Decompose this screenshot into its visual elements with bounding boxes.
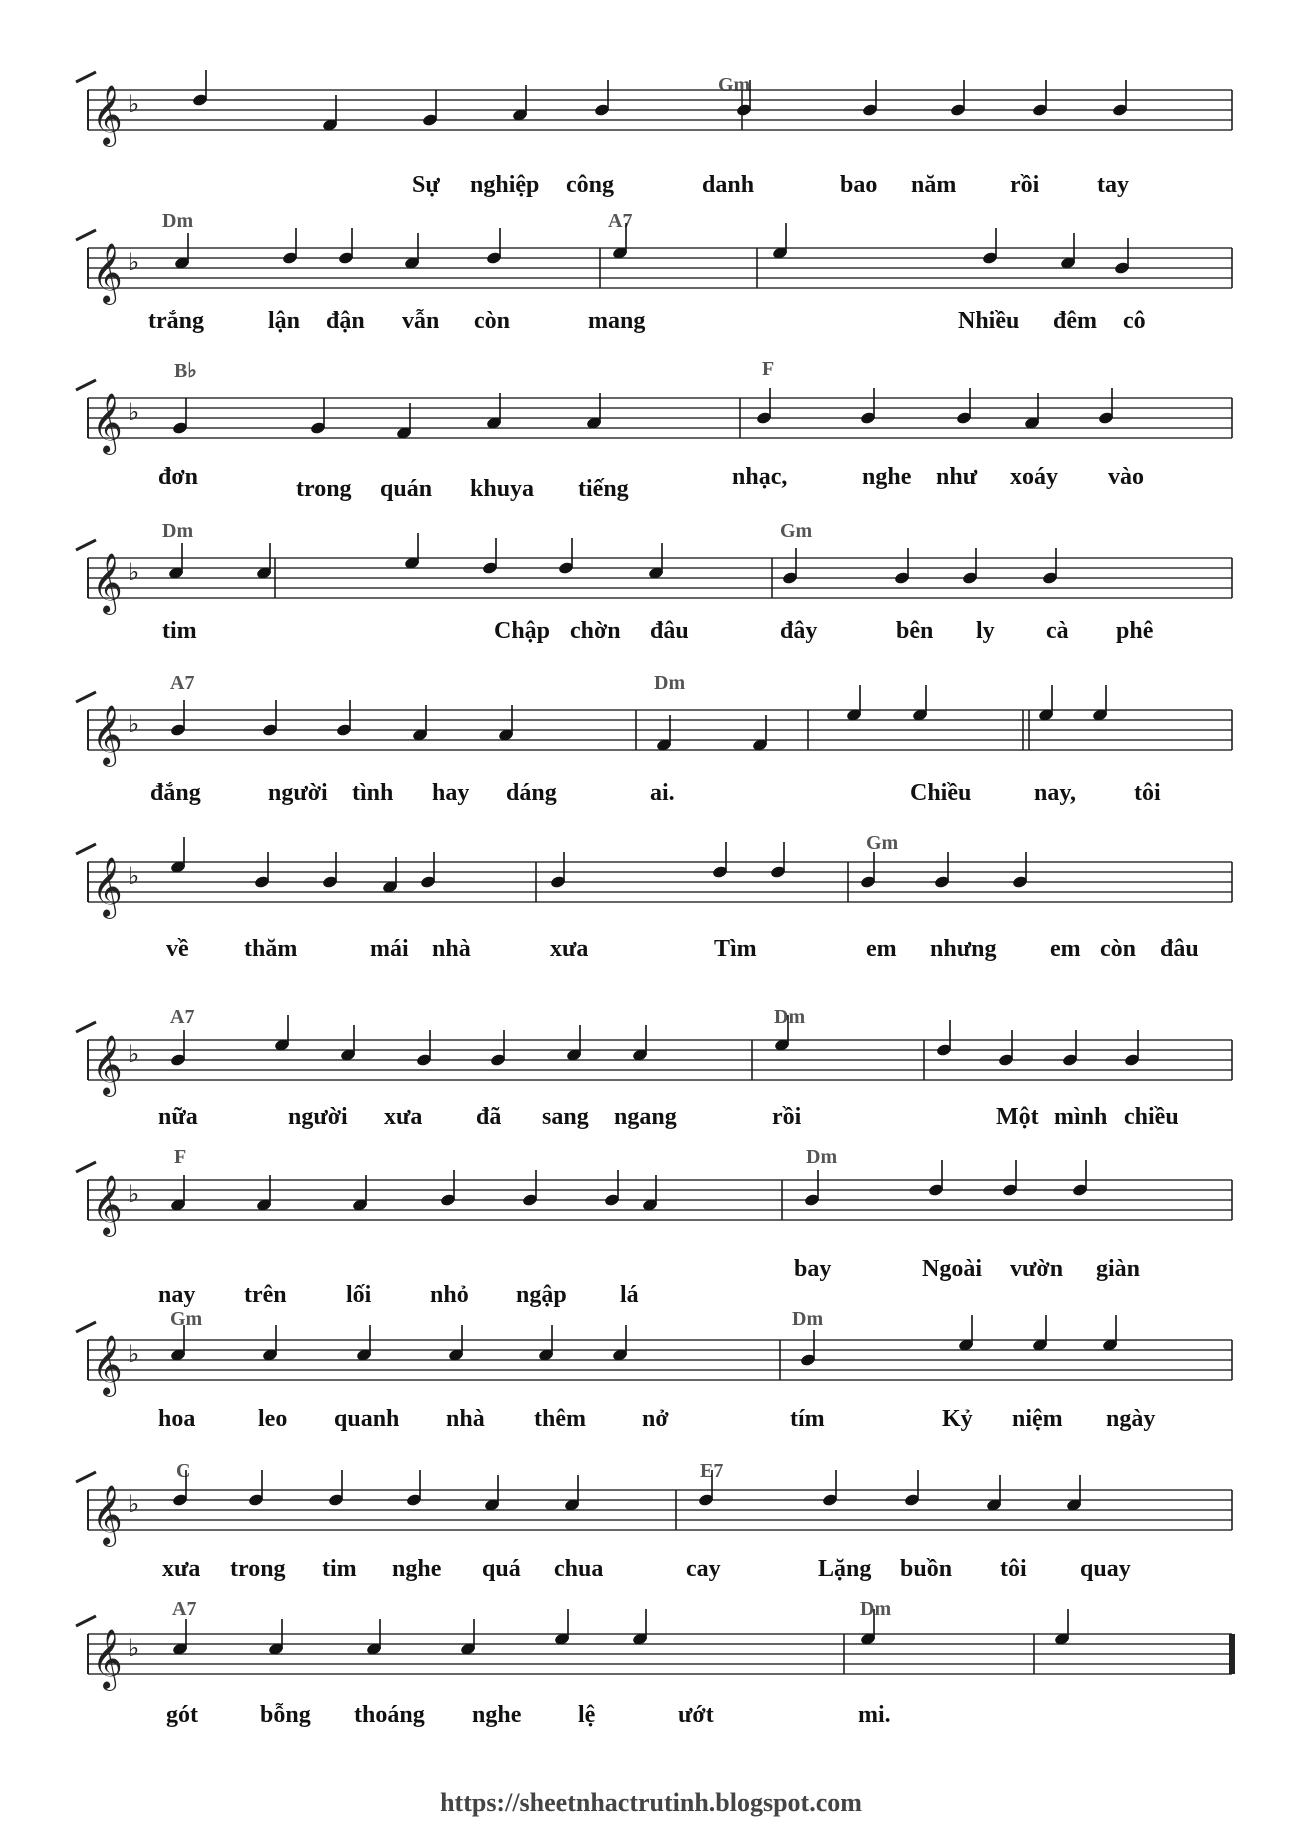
treble-clef-icon: 𝄞: [92, 85, 123, 145]
lyric-syllable: nghe: [472, 1702, 522, 1728]
lyric-syllable: rồi: [772, 1104, 802, 1130]
lyric-syllable: Một: [996, 1104, 1039, 1130]
treble-clef-icon: 𝄞: [92, 243, 123, 303]
treble-clef-icon: 𝄞: [92, 857, 123, 917]
lyric-syllable: tim: [322, 1556, 357, 1582]
treble-clef-icon: 𝄞: [92, 1629, 123, 1689]
lyric-syllable: tiếng: [578, 476, 629, 502]
chord-symbol: Gm: [718, 74, 751, 96]
lyric-syllable: về: [166, 936, 189, 962]
lyric-syllable: nay,: [1034, 780, 1077, 806]
lyric-syllable: chờn: [570, 618, 621, 644]
lyric-syllable: tình: [352, 780, 394, 806]
flat-key-signature-icon: ♭: [128, 398, 140, 426]
lyric-syllable: tôi: [1134, 780, 1161, 806]
lyric-syllable: đâu: [1160, 936, 1199, 962]
lyric-syllable: nhạc,: [732, 464, 788, 490]
lyric-syllable: Nhiều: [958, 308, 1020, 334]
flat-key-signature-icon: ♭: [128, 1634, 140, 1662]
lyric-syllable: niệm: [1012, 1406, 1063, 1432]
music-system-5: [0, 666, 1302, 836]
lyric-syllable: Lặng: [818, 1556, 872, 1582]
system-bracket: [76, 1162, 96, 1172]
lyric-syllable: quay: [1080, 1556, 1131, 1582]
lyric-syllable: trắng: [148, 308, 204, 334]
lyric-syllable: nay: [158, 1282, 196, 1308]
chord-symbol: Dm: [162, 520, 194, 542]
lyric-syllable: nghe: [862, 464, 912, 490]
chord-symbol: Gm: [780, 520, 813, 542]
lyric-syllable: vườn: [1010, 1256, 1064, 1282]
lyric-syllable: gót: [166, 1702, 198, 1728]
treble-clef-icon: 𝄞: [92, 1485, 123, 1545]
lyric-syllable: em: [1050, 936, 1081, 962]
lyric-syllable: đơn: [158, 464, 198, 490]
lyric-syllable: Tìm: [714, 936, 757, 962]
lyric-syllable: đận: [326, 308, 365, 334]
lyric-syllable: mang: [588, 308, 646, 334]
lyric-syllable: cô: [1123, 308, 1146, 334]
chord-symbol: E7: [700, 1460, 724, 1482]
treble-clef-icon: 𝄞: [92, 705, 123, 765]
lyric-syllable: dáng: [506, 780, 557, 806]
chord-symbol: Dm: [162, 210, 194, 232]
lyric-syllable: xưa: [162, 1556, 201, 1582]
treble-clef-icon: 𝄞: [92, 553, 123, 613]
system-bracket: [76, 1616, 96, 1626]
lyric-syllable: tim: [162, 618, 197, 644]
system-bracket: [76, 692, 96, 702]
staff-svg: [0, 1136, 1302, 1306]
chord-symbol: Dm: [860, 1598, 892, 1620]
flat-key-signature-icon: ♭: [128, 90, 140, 118]
lyric-syllable: nở: [642, 1406, 669, 1432]
lyric-syllable: Kỷ: [942, 1406, 973, 1432]
lyric-syllable: ướt: [678, 1702, 714, 1728]
flat-key-signature-icon: ♭: [128, 558, 140, 586]
staff-svg: [0, 666, 1302, 836]
chord-symbol: A7: [172, 1598, 197, 1620]
lyric-syllable: ngày: [1106, 1406, 1156, 1432]
system-bracket: [76, 230, 96, 240]
lyric-syllable: vẫn: [402, 308, 440, 334]
lyric-syllable: trên: [244, 1282, 287, 1308]
treble-clef-icon: 𝄞: [92, 1335, 123, 1395]
system-bracket: [76, 1322, 96, 1332]
lyric-syllable: nhỏ: [430, 1282, 469, 1308]
lyric-syllable: tôi: [1000, 1556, 1027, 1582]
lyric-syllable: tay: [1097, 172, 1129, 198]
lyric-syllable: nữa: [158, 1104, 198, 1130]
system-bracket: [76, 1022, 96, 1032]
lyric-syllable: chua: [554, 1556, 604, 1582]
chord-symbol: Dm: [806, 1146, 838, 1168]
treble-clef-icon: 𝄞: [92, 1175, 123, 1235]
treble-clef-icon: 𝄞: [92, 393, 123, 453]
lyric-syllable: Ngoài: [922, 1256, 982, 1282]
system-bracket: [76, 540, 96, 550]
lyric-syllable: công: [566, 172, 614, 198]
lyric-syllable: năm: [911, 172, 957, 198]
lyric-syllable: lận: [268, 308, 301, 334]
music-system-9: [0, 1296, 1302, 1466]
lyric-syllable: bao: [840, 172, 878, 198]
lyric-syllable: thoáng: [354, 1702, 425, 1728]
lyric-syllable: em: [866, 936, 897, 962]
lyric-syllable: vào: [1108, 464, 1144, 490]
flat-key-signature-icon: ♭: [128, 1490, 140, 1518]
lyric-syllable: ngập: [516, 1282, 567, 1308]
chord-symbol: Dm: [654, 672, 686, 694]
lyric-syllable: ly: [976, 618, 995, 644]
lyric-syllable: ngang: [614, 1104, 677, 1130]
lyric-syllable: trong: [230, 1556, 286, 1582]
flat-key-signature-icon: ♭: [128, 1340, 140, 1368]
lyric-syllable: khuya: [470, 476, 535, 502]
lyric-syllable: quanh: [334, 1406, 400, 1432]
lyric-syllable: danh: [702, 172, 755, 198]
lyric-syllable: giàn: [1096, 1256, 1141, 1282]
lyric-syllable: người: [268, 780, 328, 806]
lyric-syllable: quán: [380, 476, 433, 502]
lyric-syllable: đã: [476, 1104, 502, 1130]
lyric-syllable: hoa: [158, 1406, 196, 1432]
flat-key-signature-icon: ♭: [128, 248, 140, 276]
chord-symbol: Gm: [170, 1308, 203, 1330]
lyric-syllable: lá: [620, 1282, 639, 1308]
lyric-syllable: mình: [1054, 1104, 1108, 1130]
lyric-syllable: tím: [790, 1406, 825, 1432]
music-system-11: [0, 1586, 1302, 1756]
lyric-syllable: nghiệp: [470, 172, 540, 198]
staff-svg: [0, 1586, 1302, 1756]
lyric-syllable: ai.: [650, 780, 675, 806]
music-system-3: [0, 352, 1302, 522]
chord-symbol: Dm: [774, 1006, 806, 1028]
chord-symbol: A7: [170, 672, 195, 694]
lyric-syllable: đây: [780, 618, 818, 644]
chord-symbol: C: [176, 1460, 191, 1482]
lyric-syllable: buồn: [900, 1556, 953, 1582]
lyric-syllable: hay: [432, 780, 470, 806]
flat-key-signature-icon: ♭: [128, 862, 140, 890]
staff-svg: [0, 818, 1302, 988]
lyric-syllable: nghe: [392, 1556, 442, 1582]
chord-symbol: Dm: [792, 1308, 824, 1330]
lyric-syllable: phê: [1116, 618, 1154, 644]
staff-svg: [0, 514, 1302, 684]
lyric-syllable: cà: [1046, 618, 1069, 644]
lyric-syllable: Chập: [494, 618, 551, 644]
flat-key-signature-icon: ♭: [128, 710, 140, 738]
flat-key-signature-icon: ♭: [128, 1040, 140, 1068]
lyric-syllable: cay: [686, 1556, 721, 1582]
system-bracket: [76, 380, 96, 390]
lyric-syllable: nhà: [432, 936, 471, 962]
flat-key-signature-icon: ♭: [128, 1180, 140, 1208]
lyric-syllable: xưa: [550, 936, 589, 962]
lyric-syllable: chiều: [1124, 1104, 1179, 1130]
lyric-syllable: rồi: [1010, 172, 1040, 198]
system-bracket: [76, 72, 96, 82]
lyric-syllable: bay: [794, 1256, 832, 1282]
lyric-syllable: lối: [346, 1282, 372, 1308]
chord-symbol: A7: [170, 1006, 195, 1028]
footer-url: https://sheetnhactrutinh.blogspot.com: [440, 1788, 862, 1817]
staff-svg: [0, 1296, 1302, 1466]
lyric-syllable: đắng: [150, 780, 201, 806]
lyric-syllable: leo: [258, 1406, 288, 1432]
staff-svg: [0, 352, 1302, 522]
treble-clef-icon: 𝄞: [92, 1035, 123, 1095]
chord-symbol: F: [174, 1146, 187, 1168]
lyric-syllable: lệ: [578, 1702, 596, 1728]
lyric-syllable: nhà: [446, 1406, 485, 1432]
lyric-syllable: còn: [474, 308, 510, 334]
lyric-syllable: đêm: [1053, 308, 1097, 334]
lyric-syllable: sang: [542, 1104, 589, 1130]
lyric-syllable: xưa: [384, 1104, 423, 1130]
chord-symbol: Gm: [866, 832, 899, 854]
chord-symbol: F: [762, 358, 775, 380]
music-system-8: [0, 1136, 1302, 1306]
chord-symbol: A7: [608, 210, 633, 232]
lyric-syllable: bên: [896, 618, 934, 644]
staff-svg: [0, 200, 1302, 370]
lyric-syllable: như: [936, 464, 978, 490]
music-system-2: [0, 200, 1302, 370]
lyric-syllable: người: [288, 1104, 348, 1130]
lyric-syllable: trong: [296, 476, 352, 502]
lyric-syllable: thăm: [244, 936, 298, 962]
lyric-syllable: đâu: [650, 618, 689, 644]
chord-symbol: B♭: [174, 360, 197, 382]
lyric-syllable: còn: [1100, 936, 1136, 962]
lyric-syllable: mi.: [858, 1702, 891, 1728]
music-system-4: [0, 514, 1302, 684]
lyric-syllable: quá: [482, 1556, 521, 1582]
system-bracket: [76, 844, 96, 854]
lyric-syllable: xoáy: [1010, 464, 1058, 490]
lyric-syllable: nhưng: [930, 936, 997, 962]
lyric-syllable: mái: [370, 936, 409, 962]
lyric-syllable: bỗng: [260, 1702, 311, 1728]
lyric-syllable: Chiều: [910, 780, 972, 806]
lyric-syllable: Sự: [412, 172, 440, 198]
lyric-syllable: thêm: [534, 1406, 586, 1432]
music-system-6: [0, 818, 1302, 988]
system-bracket: [76, 1472, 96, 1482]
